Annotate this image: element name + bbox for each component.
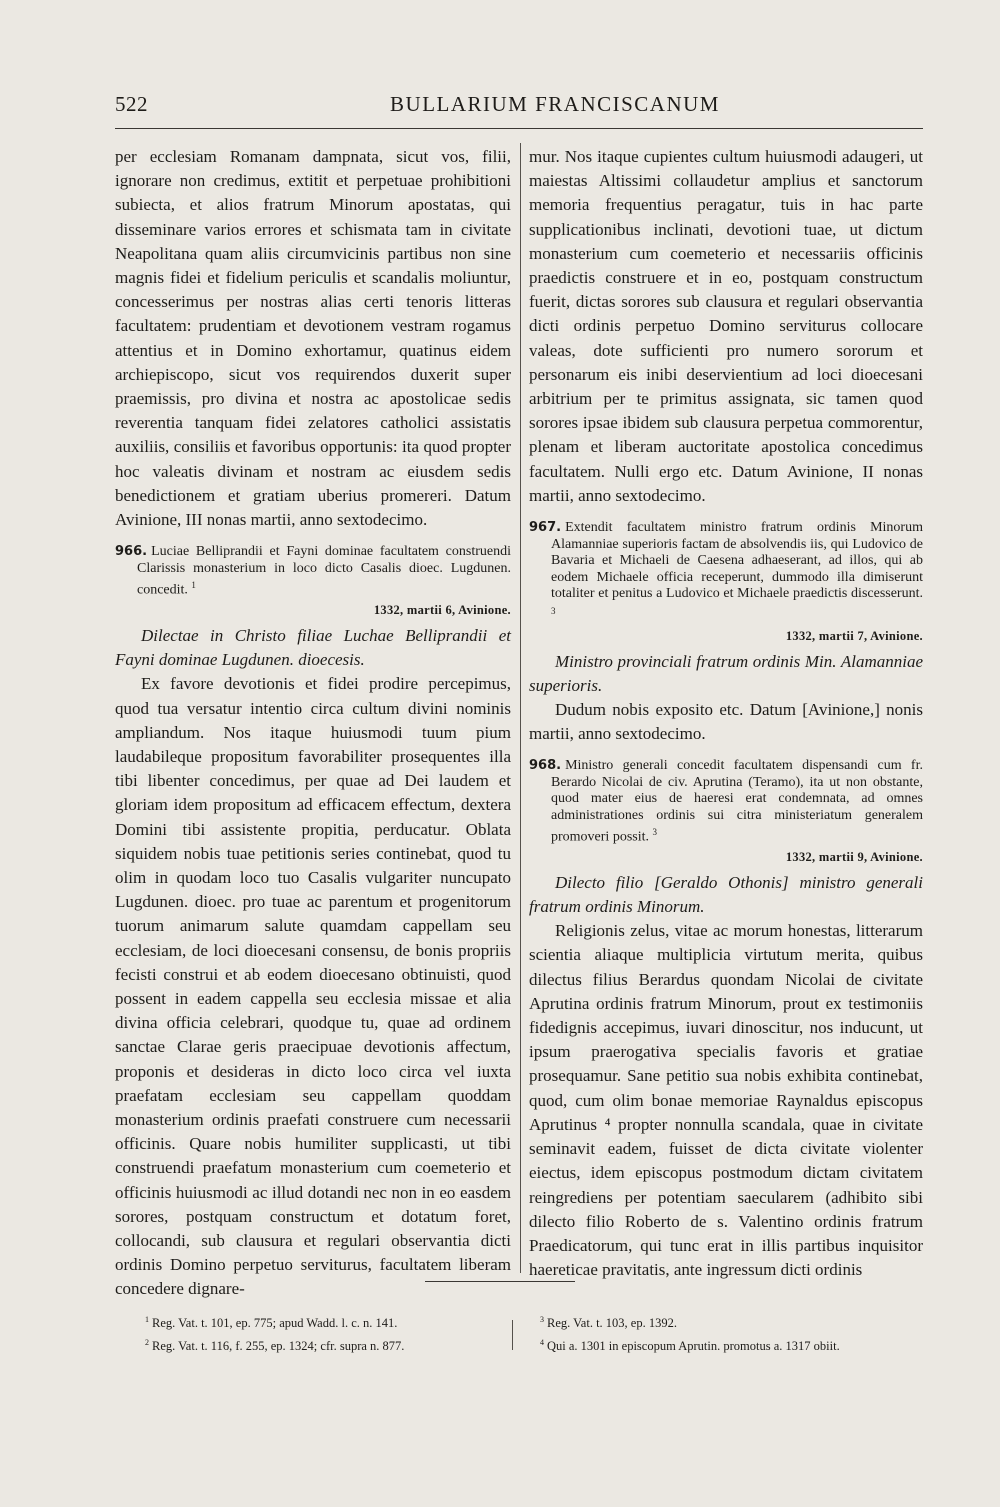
entry-967-summary-text: Extendit facultatem ministro fratrum ordinis Minorum Alamanniae superioris factam de absolvendis iis, qui Ludovico de Bavaria et Michaeli de Caesena adhaeserant, ad illos, qui ab eodem Michaele officia receperunt, dummodo illa dimiserunt totaliter et penitus a Ludovico et Michaele praedictis discesserunt. <box>551 520 923 602</box>
page-header <box>115 92 923 122</box>
running-title: BULLARIUM FRANCISCANUM <box>390 92 720 116</box>
entry-968-summary-text: Ministro generali concedit facultatem dispensandi cum fr. Berardo Nicolai de civ. Aprutina (Teramo), ita ut non obstante, quod mater eius de haeresi erat condemnata, ad omnes administrationes ordinis sui citra ministeriatum generalem promoveri possit. <box>551 758 923 845</box>
entry-966-number: 966. <box>115 544 148 560</box>
footnote-2-mark: 2 <box>145 1338 149 1348</box>
left-column <box>115 145 511 1302</box>
entry-968-summary <box>529 758 923 846</box>
entry-968-number: 968. <box>529 758 562 774</box>
right-continuation-paragraph: mur. Nos itaque cupientes cultum huiusmodi adaugeri, ut maiestas Altissimi collaudetur amplius et sanctorum memoria frequentius peragatur, tuis in hac parte supplicationibus inclinati, devotioni tuae, ut dictum monasterium cum coemeterio et necessariis officinis praedictis construere et in eo, postquam constructum fuerit, dictas sorores sub clausura et regulari observantia dicti ordinis perpetuo Domino serviturus collocare valeas, dote sufficienti pro numero sororum et personarum eis inibi deservientium ad loci dioecesani arbitrium per te primitus assignata, sic tamen quod sorores ipsae ibidem sub clausura perpetua commorentur, plenam et liberam auctoritate apostolica concedimus facultatem. Nulli ergo etc. Datum Avinione, II nonas martii, anno sextodecimo. <box>529 147 923 505</box>
right-column <box>529 145 923 1282</box>
entry-966-address: Dilectae in Christo filiae Luchae Belliprandii et Fayni dominae Lugdunen. dioecesis. <box>115 626 511 670</box>
entry-968-address: Dilecto filio [Geraldo Othonis] ministro generali fratrum ordinis Minorum. <box>529 873 923 917</box>
column-divider <box>520 143 521 1273</box>
header-rule <box>115 128 923 129</box>
entry-966-summary-text: Luciae Belliprandii et Fayni dominae facultatem construendi Clarissis monasterium in loco dicto Casalis dioec. Lugdunen. concedit. <box>137 544 511 598</box>
footnote-rule <box>425 1281 575 1282</box>
footnote-3-mark: 3 <box>540 1315 544 1324</box>
footnote-2 <box>145 1333 505 1356</box>
left-continuation-paragraph: per ecclesiam Romanam dampnata, sicut vos, filii, ignorare non credimus, extitit et perpetuae prohibitioni subiecta, et alios fratrum Minorum apostatas, qui disseminare varios errores et schismata tam in civitate Neapolitana quam aliis circumvicinis partibus non sine magnis fidei et fidelium periculis et scandalis moliuntur, concesserimus per nostras alias certi tenoris litteras facultatem: prudentiam et devotionem vestram rogamus attentius et in Domino exhortamur, quatinus eidem archiepiscopo, sicut vos requirendos duxerit super praemissis, pro divina et nostra ac apostolicae sedis reverentia tanquam fidei zelatores catholici assistatis auxiliis, consiliis et favoribus opportunis: ita quod propter hoc valeatis divinam et nostram ac eiusdem sedis benedictionem et gratiam uberius promereri. Datum Avinione, III nonas martii, anno sextodecimo. <box>115 147 511 530</box>
footnote-4-mark: 4 <box>540 1338 544 1348</box>
footnotes-left <box>145 1310 505 1356</box>
page-number: 522 <box>115 92 148 116</box>
footnote-1-mark: 1 <box>145 1315 149 1324</box>
footnotes-right <box>540 1310 920 1356</box>
entry-966-summary <box>115 544 511 599</box>
entry-966-note-mark: 1 <box>191 580 196 591</box>
footnote-4 <box>540 1333 920 1356</box>
entry-968-body: Religionis zelus, vitae ac morum honestas, litterarum scientia aliaque multiplicia virtutum merita, quibus dilectus filius Berardus quondam Nicolai de civitate Aprutina ordinis fratrum Minorum, prout ex testimoniis fidedignis accepimus, iuvari dinoscitur, nos inducunt, ut ipsum praerogativa specialis favoris et gratiae prosequamur. Sane petitio sua nobis exhibita continebat, quod, cum olim bonae memoriae Raynaldus episcopus Aprutinus ⁴ propter nonnulla scandala, quae in civitate seminavit eadem, fuisset de dicta civitate violenter eiectus, idem episcopus postmodum dictam civitatem reingrediens per potentiam saecularem (adhibito sibi dilecto filio Roberto de s. Valentino ordinis fratrum Praedicatorum, qui tunc erat in illis partibus inquisitor haereticae pravitatis, ante ingressum dicti ordinis <box>529 921 923 1280</box>
entry-967-number: 967. <box>529 520 562 536</box>
footnote-3-text: Reg. Vat. t. 103, ep. 1392. <box>547 1316 677 1331</box>
entry-967-note-mark: 3 <box>551 605 556 616</box>
entry-966-date: 1332, martii 6, Avinione. <box>373 603 511 618</box>
footnote-3 <box>540 1310 920 1333</box>
entry-967-date: 1332, martii 7, Avinione. <box>785 628 923 643</box>
entry-968-date: 1332, martii 9, Avinione. <box>785 850 923 865</box>
entry-967-body: Dudum nobis exposito etc. Datum [Avinione,] nonis martii, anno sextodecimo. <box>529 699 923 743</box>
footnote-1-text: Reg. Vat. t. 101, ep. 775; apud Wadd. l. c. n. 141. <box>152 1316 398 1331</box>
footnote-divider <box>512 1320 513 1350</box>
footnote-2-text: Reg. Vat. t. 116, f. 255, ep. 1324; cfr. supra n. 877. <box>152 1339 405 1354</box>
entry-967-summary <box>529 520 923 625</box>
entry-968-note-mark: 3 <box>652 827 657 838</box>
entry-966-body: Ex favore devotionis et fidei prodire percepimus, quod tua versatur intentio circa cultum divini nominis ampliandum. Nos itaque huiusmodi tuum pium laudabileque propositum favorabiliter prosequentes illa tibi libenter concedimus, per quae ad Dei laudem et gloriam idem propositum ad efficacem effectum, dextera Domini tibi assistente propitia, perducatur. Oblata siquidem nobis tuae petitionis series continebat, quod tu olim in quodam loco tuo Casalis vulgariter nuncupato Lugdunen. dioec. pro tuae ac parentum et progenitorum tuorum animarum salute quamdam cappellam seu ecclesiam, de loci dioecesani consensu, de bonis propriis fecisti construi et ab eodem dioecesano obtinuisti, quod possent in eadem cappella seu ecclesia missae et alia divina officia celebrari, quodque tu, quae ad ordinem sanctae Clarae geris praecipuae devotionis affectum, proponis et desideras in dicto loco circa vel iuxta praefatam ecclesiam seu cappellam quoddam monasterium ordinis praefati construere cum necessarii officinis. Quare nobis humiliter supplicasti, ut tibi construendi praefatum monasterium cum coemeterio et officinis huiusmodi ac illud dotandi nec non in eo easdem sorores, postquam constructum et dotatum foret, collocandi, sub clausura et regulari observantia dicti ordinis Domino perpetuo serviturus, facultatem liberam concedere dignare- <box>115 674 511 1299</box>
footnote-4-text: Qui a. 1301 in episcopum Aprutin. promotus a. 1317 obiit. <box>547 1339 840 1354</box>
entry-967-address: Ministro provinciali fratrum ordinis Min. Alamanniae superioris. <box>529 651 923 695</box>
footnote-1 <box>145 1310 505 1333</box>
